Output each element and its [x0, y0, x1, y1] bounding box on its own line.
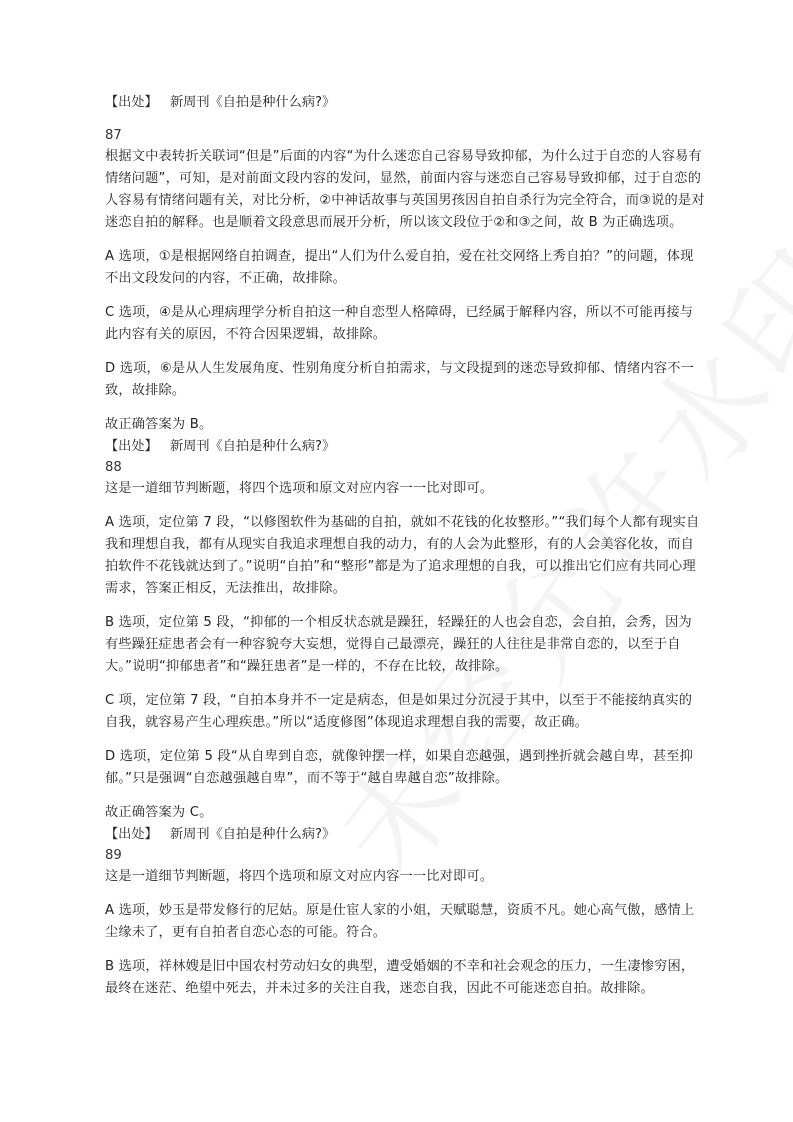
answer-paragraph: B 选项，祥林嫂是旧中国农村劳动妇女的典型，遭受婚姻的不幸和社会观念的压力，一生凄惨穷困，最终在迷茫、绝望中死去，并未过多的关注自我，迷恋自我，因此不可能迷恋自拍。故排除。	[105, 959, 695, 996]
question-number: 87	[105, 128, 122, 143]
question-number: 88	[105, 460, 122, 475]
answer-paragraph: A 选项，妙玉是带发修行的尼姑。原是仕宦人家的小姐，天赋聪慧，资质不凡。她心高气傲，感情上尘缘未了，更有自拍者自恋心态的可能。符合。	[105, 903, 695, 940]
document-page	[105, 92, 705, 1000]
question-number: 89	[105, 848, 122, 863]
source-title: 新周刊《自拍是种什么病?》	[169, 95, 336, 110]
answer-paragraph: A 选项，定位第 7 段，“以修图软件为基础的自拍，就如不花钱的化妆整形。”“我们每个人都有现实自我和理想自我，都有从现实自我追求理想自我的动力，有的人会为此整形，有的人会美容化妆，而自拍软件不花钱就达到了。”说明“自拍”和“整形”都是为了追求理想的自我，可以推出它们应有共同心理需求，答案正相反，无法推出，故排除。	[105, 515, 700, 596]
source-title: 新周刊《自拍是种什么病?》	[169, 827, 336, 842]
answer-paragraph: C 选项，④是从心理病理学分析自拍这一种自恋型人格障碍，已经属于解释内容，所以不可能再接与此内容有关的原因，不符合因果逻辑，故排除。	[105, 305, 694, 342]
source-tag: 【出处】	[105, 95, 158, 110]
answer-paragraph: 这是一道细节判断题，将四个选项和原文对应内容一一比对即可。	[105, 481, 494, 496]
source-tag: 【出处】	[105, 439, 158, 454]
answer-paragraph: 故正确答案为 B。	[105, 417, 213, 432]
answer-paragraph: 这是一道细节判断题，将四个选项和原文对应内容一一比对即可。	[105, 869, 494, 884]
source-line	[105, 436, 705, 458]
answer-paragraph: 故正确答案为 C。	[105, 805, 213, 820]
answer-paragraph: D 选项，定位第 5 段“从自卑到自恋，就像钟摆一样，如果自恋越强，遇到挫折就会越自卑，甚至抑郁。”只是强调“自恋越强越自卑”，而不等于“越自卑越自恋”故排除。	[105, 749, 694, 786]
answer-paragraph: A 选项，①是根据网络自拍调查，提出“人们为什么爱自拍，爱在社交网络上秀自拍？”的问题，体现不出文段发问的内容，不正确，故排除。	[105, 249, 694, 286]
source-line	[105, 824, 705, 846]
answer-paragraph: 根据文中表转折关联词“但是”后面的内容“为什么迷恋自己容易导致抑郁，为什么过于自恋的人容易有情绪问题”，可知，是对前面文段内容的发问，显然，前面内容与迷恋自己容易导致抑郁，过于自恋的人容易有情绪问题有关，对比分析，②中神话故事与英国男孩因自拍自杀行为完全符合，而③说的是对迷恋自拍的解释。也是顺着文段意思而展开分析，所以该文段位于②和③之间，故 B 为正确选项。	[105, 149, 705, 230]
source-tag: 【出处】	[105, 827, 158, 842]
answer-paragraph: B 选项，定位第 5 段，“抑郁的一个相反状态就是躁狂，轻躁狂的人也会自恋，会自拍，会秀，因为有些躁狂症患者会有一种容貌夸大妄想，觉得自己最漂亮，躁狂的人往往是非常自恋的，以至于自大。”说明“抑郁患者”和“躁狂患者”是一样的，不存在比较，故排除。	[105, 615, 692, 674]
source-title: 新周刊《自拍是种什么病?》	[169, 439, 336, 454]
source-line	[105, 92, 705, 114]
answer-paragraph: D 选项，⑥是从人生发展角度、性别角度分析自拍需求，与文段提到的迷恋导致抑郁、情绪内容不一致，故排除。	[105, 361, 695, 398]
answer-paragraph: C 项，定位第 7 段，“自拍本身并不一定是病态，但是如果过分沉浸于其中，以至于不能接纳真实的自我，就容易产生心理疾患。”所以“适度修图”体现追求理想自我的需要，故正确。	[105, 693, 693, 730]
